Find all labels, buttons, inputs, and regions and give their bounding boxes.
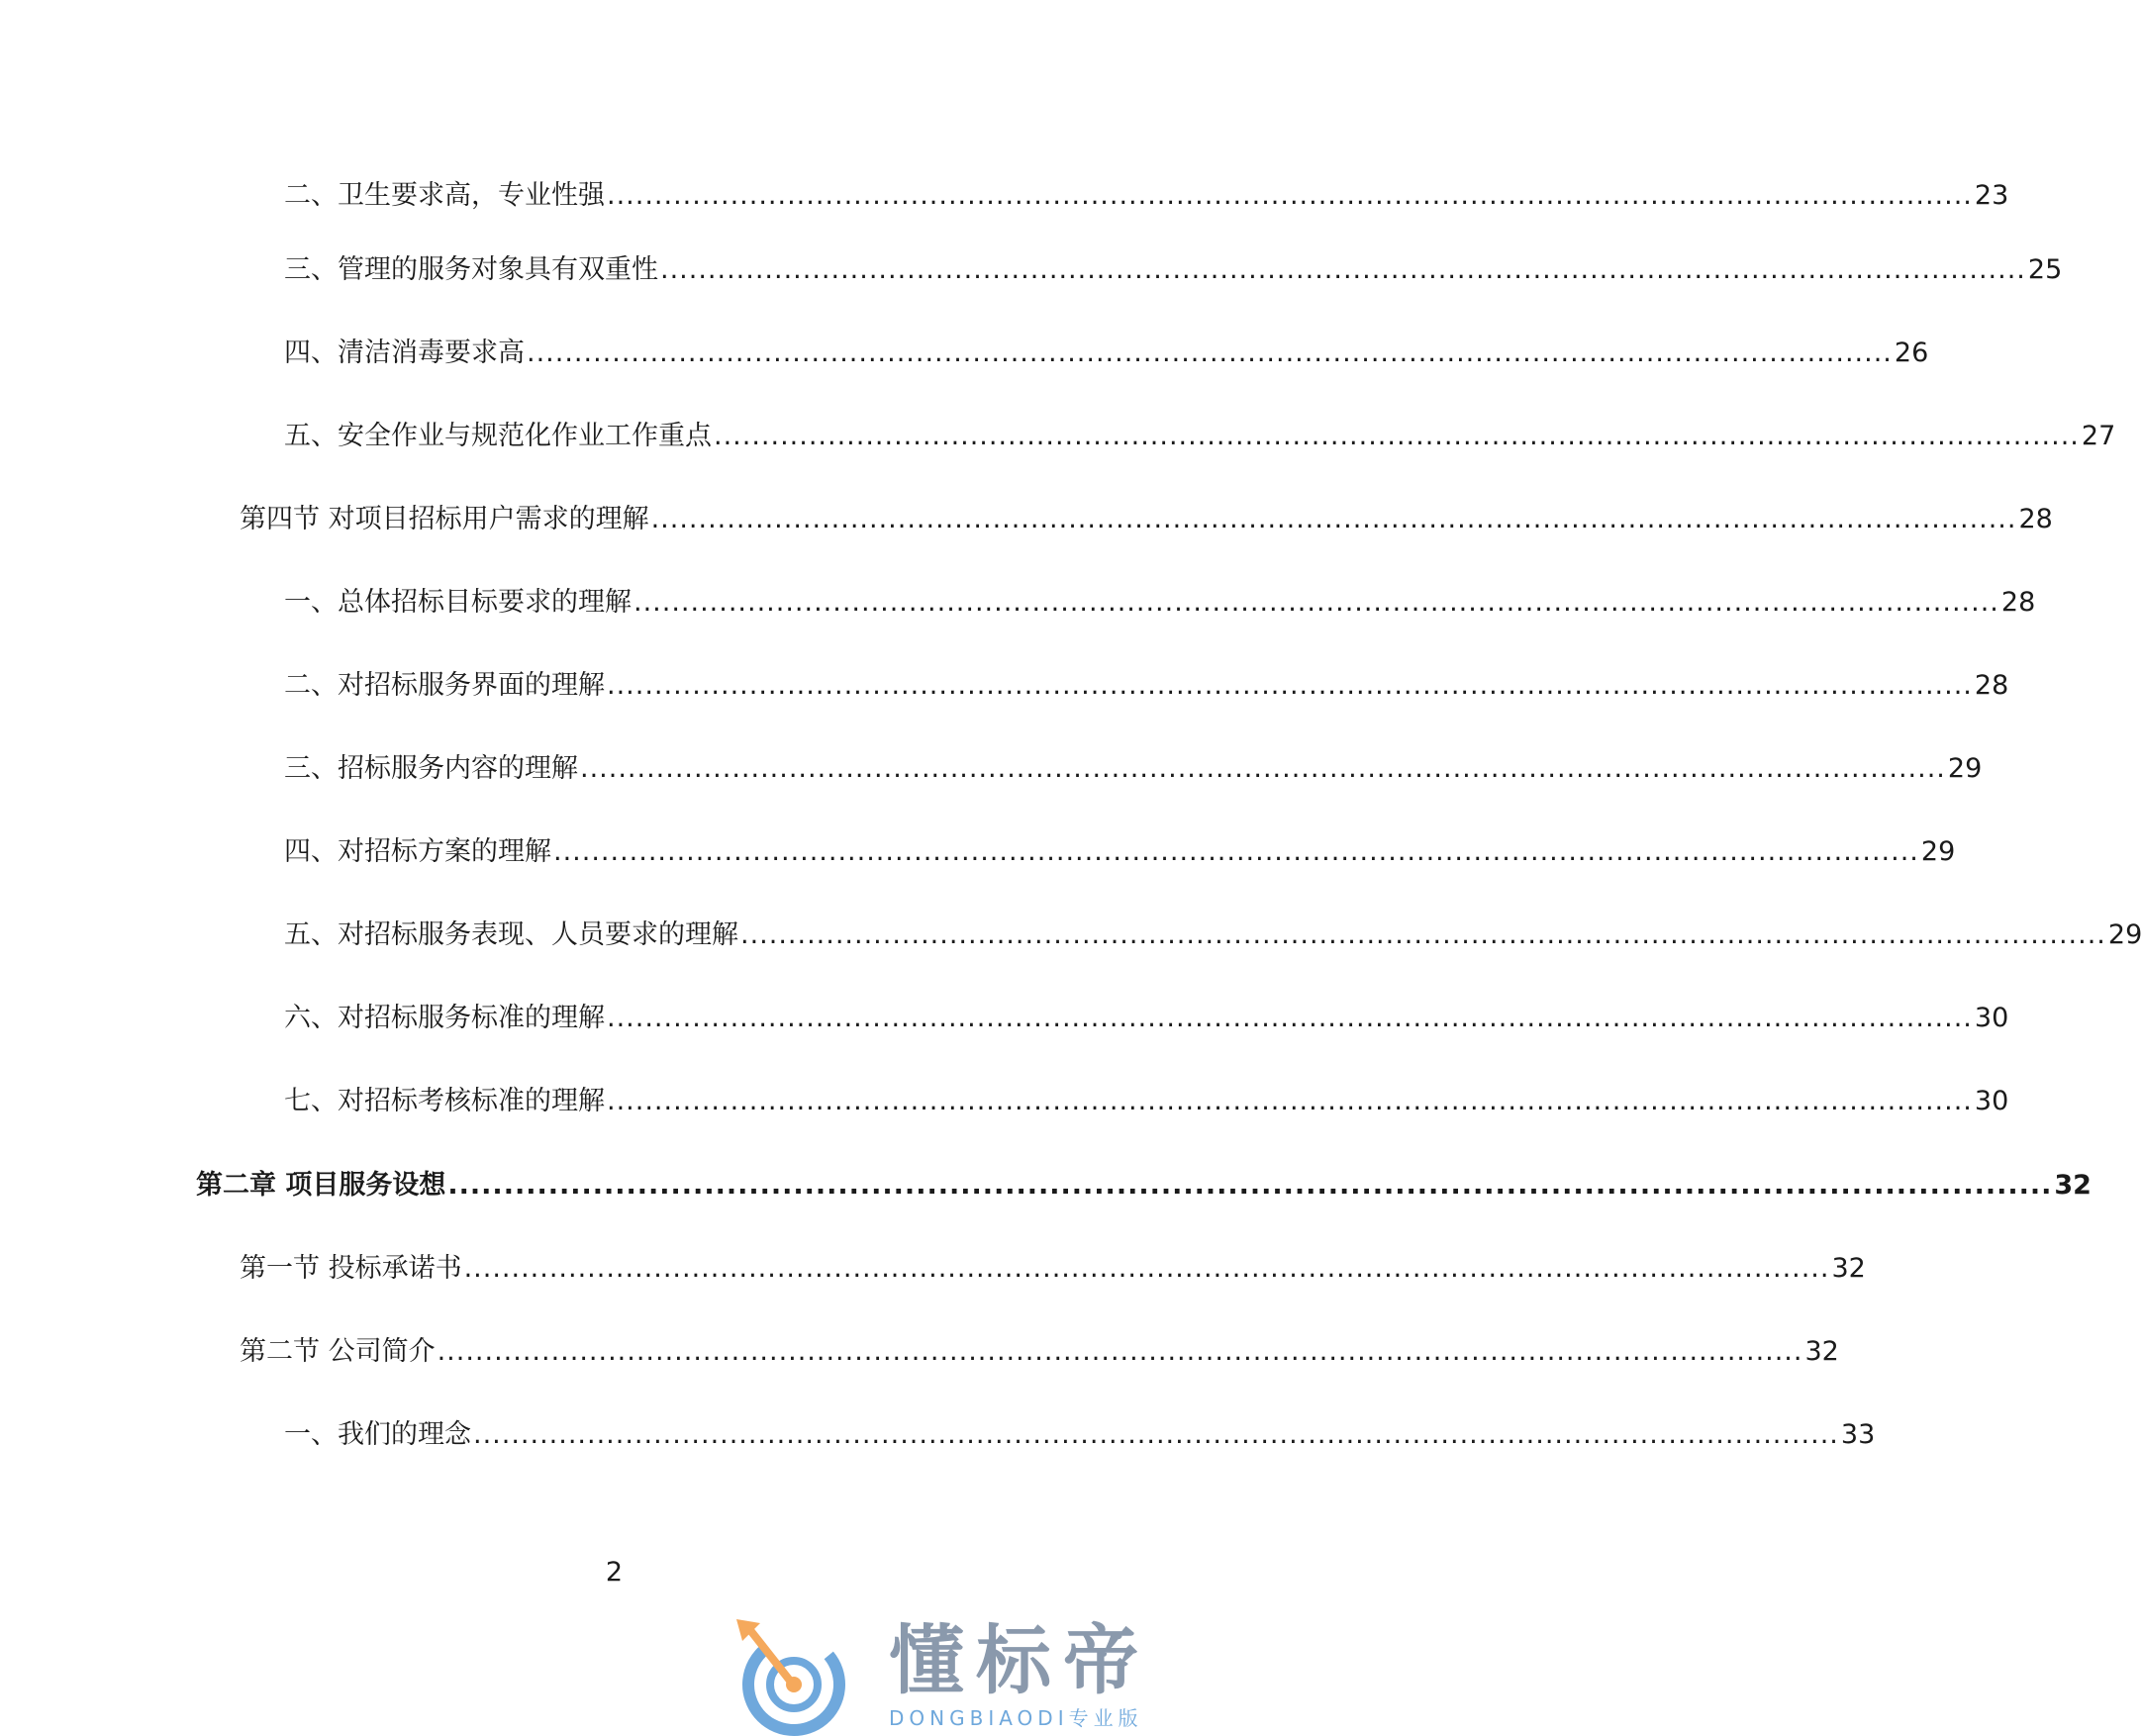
toc-entry[interactable] — [284, 250, 2063, 290]
toc-entry-title: 三、管理的服务对象具有双重性 — [284, 254, 658, 285]
toc-entry[interactable] — [240, 1249, 1866, 1289]
toc-leader-dots: ................................................................................................................................................ — [463, 1253, 1830, 1284]
toc-leader-dots: ................................................................................................................................................ — [714, 421, 2080, 451]
toc-leader-dots: ................................................................................................................................................ — [650, 504, 2017, 534]
toc-entry[interactable] — [240, 500, 2053, 539]
toc-page-number: 25 — [2027, 254, 2063, 285]
toc-page-number: 29 — [2107, 919, 2142, 950]
toc-entry-title: 五、安全作业与规范化作业工作重点 — [284, 421, 712, 451]
toc-leader-dots: ................................................................................................................................................ — [660, 254, 2026, 285]
toc-entry[interactable] — [284, 916, 2142, 955]
toc-entry-title: 一、总体招标目标要求的理解 — [284, 587, 632, 618]
toc-page-number: 32 — [1804, 1336, 1839, 1367]
toc-entry-title: 二、卫生要求高，专业性强 — [284, 180, 605, 211]
toc-entry[interactable] — [284, 417, 2116, 456]
toc-leader-dots: ................................................................................................................................................ — [580, 753, 1946, 784]
toc-page-number: 33 — [1840, 1419, 1876, 1450]
toc-entry-title: 第二节 公司简介 — [240, 1336, 436, 1367]
toc-page-number: 29 — [1947, 753, 1983, 784]
target-logo-icon — [732, 1615, 881, 1736]
watermark — [732, 1615, 1228, 1736]
toc-entry-title: 三、招标服务内容的理解 — [284, 753, 578, 784]
toc-leader-dots: ................................................................................................................................................ — [473, 1419, 1839, 1450]
toc-entry[interactable] — [284, 666, 2009, 706]
toc-entry-title: 七、对招标考核标准的理解 — [284, 1086, 605, 1116]
toc-leader-dots: ................................................................................................................................................ — [607, 1003, 1973, 1033]
toc-leader-dots: ................................................................................................................................................ — [553, 836, 1919, 867]
toc-entry-title: 第四节 对项目招标用户需求的理解 — [240, 504, 649, 534]
toc-leader-dots: ................................................................................................................................................ — [607, 1086, 1973, 1116]
toc-entry[interactable] — [284, 583, 2036, 623]
watermark-subtitle: DONGBIAODI专业版 — [889, 1706, 1143, 1730]
toc-entry[interactable] — [284, 176, 2009, 216]
toc-entry-title: 四、清洁消毒要求高 — [284, 338, 525, 368]
toc-leader-dots: ................................................................................................................................................ — [633, 587, 1999, 618]
toc-entry-title: 四、对招标方案的理解 — [284, 836, 551, 867]
toc-leader-dots: ................................................................................................................................................ — [607, 670, 1973, 701]
toc-leader-dots: ................................................................................................................................................ — [607, 180, 1973, 211]
toc-page-number: 29 — [1920, 836, 1956, 867]
toc-page-number: 28 — [1974, 670, 2009, 701]
toc-entry-title: 六、对招标服务标准的理解 — [284, 1003, 605, 1033]
toc-page-number: 32 — [2054, 1170, 2092, 1201]
toc-leader-dots: ................................................................................................................................................ — [527, 338, 1893, 368]
toc-page-number: 32 — [1831, 1253, 1866, 1284]
toc-entry-title: 二、对招标服务界面的理解 — [284, 670, 605, 701]
toc-entry-title: 第一节 投标承诺书 — [240, 1253, 462, 1284]
toc-page-number: 23 — [1974, 180, 2009, 211]
toc-entry-title: 第二章 项目服务设想 — [196, 1170, 446, 1201]
toc-chapter-entry[interactable] — [196, 1166, 2092, 1206]
toc-entry[interactable] — [284, 832, 1956, 872]
toc-page-number: 28 — [2018, 504, 2053, 534]
toc-leader-dots: ................................................................................................................................................ — [740, 919, 2106, 950]
toc-page-number: 30 — [1974, 1086, 2009, 1116]
toc-page-number: 26 — [1894, 338, 1929, 368]
toc-page-number: 30 — [1974, 1003, 2009, 1033]
page-number: 2 — [605, 1557, 624, 1588]
toc-leader-dots: ................................................................................................................................................ — [437, 1336, 1803, 1367]
toc-entry[interactable] — [240, 1332, 1839, 1372]
toc-entry-title: 五、对招标服务表现、人员要求的理解 — [284, 919, 738, 950]
toc-leader-dots: ................................................................................................................................................ — [447, 1170, 2053, 1201]
toc-page-number: 28 — [2000, 587, 2036, 618]
toc-entry-title: 一、我们的理念 — [284, 1419, 471, 1450]
toc-entry[interactable] — [284, 1082, 2009, 1121]
toc-entry[interactable] — [284, 999, 2009, 1038]
toc-entry[interactable] — [284, 749, 1983, 789]
toc-entry[interactable] — [284, 1415, 1876, 1455]
watermark-brand: 懂标帝 — [889, 1616, 1150, 1704]
toc-page-number: 27 — [2081, 421, 2116, 451]
toc-entry[interactable] — [284, 334, 1929, 373]
